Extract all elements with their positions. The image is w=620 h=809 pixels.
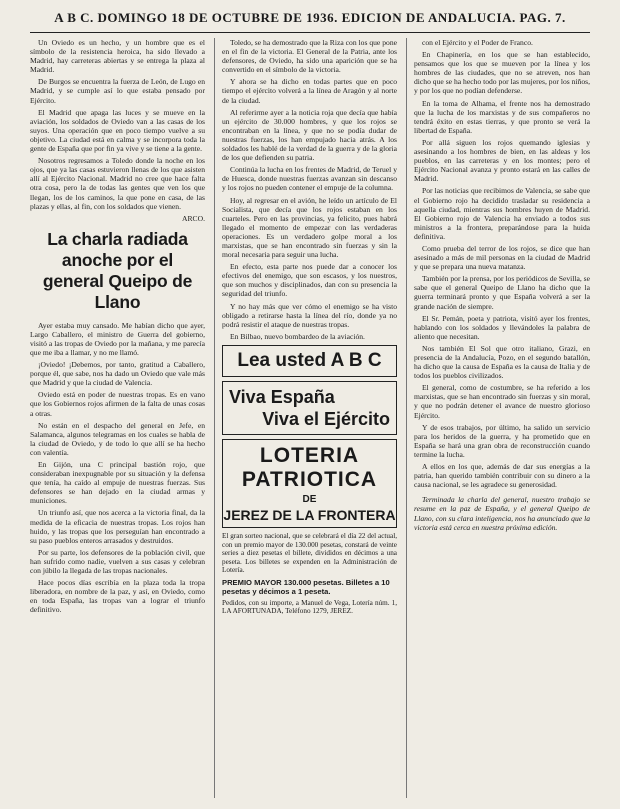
article-paragraph: Un Oviedo es un hecho, y un hombre que es el símbolo de la resistencia heroica, ha sido llevado a Madrid, hay carreteras abiertas y se entrega la plaza al Madrid. [30, 38, 205, 75]
article-paragraph: ¡Oviedo! ¡Debemos, por tanto, gratitud a Caballero, porque él, que sabe, nos ha dado un Oviedo que vale más que Madrid y que la ciudad de Valencia. [30, 360, 205, 388]
article-paragraph: De Burgos se encuentra la fuerza de León, de Lugo en Madrid, y se cumple así lo que estaba pensado por Ejército. [30, 77, 205, 105]
lottery-box [222, 439, 397, 528]
lottery-de: DE [302, 493, 317, 505]
article-paragraph: A ellos en los que, además de dar sus energías a la patria, han querido también contribuir con su dinero a la causa nacional, se les agradece su generosidad. [414, 462, 590, 490]
article-paragraph: Por allá siguen los rojos quemando iglesias y asesinando a los hombres de bien, en las aldeas y los pueblos, en las carreteras y en los montes; pero el Ejército Nacional avanza y pronto estará en las calles de Madrid. [414, 137, 590, 184]
article-paragraph: Ayer estaba muy cansado. Me habían dicho que ayer, Largo Caballero, el ministro de Guerra del gobierno, visitó a las tropas de Oviedo por la mañana, y me parecía que me iba a llamar, y no me llamó. [30, 320, 205, 357]
abc-advert-box [222, 345, 397, 377]
article-paragraph: Y de esos trabajos, por último, ha salido un servicio para los heridos de la guerra, y ha prometido que en España se hará una gran obra de reconstrucción cuando termine la lucha. [414, 422, 590, 459]
article-paragraph: con el Ejército y el Poder de Franco. [422, 38, 533, 47]
article-paragraph: El general, como de costumbre, se ha referido a los marxistas, que se han encontrado sin fuerzas y sin moral, y que no podrán detener el avance de nuestro glorioso Ejército. [414, 383, 590, 420]
article-paragraph: El Madrid que apaga las luces y se mueve en la aviación, los soldados de Oviedo van a las casas de los suyos. Una operación que en poco tiempo vuelve a su objetivo. La ciudad está en calma y se incorpora toda la gente de España que por fin ya vive y se tiene a la gente. [30, 107, 205, 154]
column-middle [222, 38, 397, 798]
article-signature: ARCO. [182, 213, 205, 223]
header-rule [30, 32, 590, 33]
article-paragraph: Por su parte, los defensores de la población civil, que han sufrido como nadie, vuelven a sus casas y celebran con júbilo la llegada de las tropas nacionales. [30, 547, 205, 576]
article-paragraph: En la toma de Alhama, el frente nos ha demostrado que la lucha de los marxistas y de sus compañeros no tendrá éxito en estas tierras, y que pronto se verá la libertad de España. [414, 98, 590, 135]
article-paragraph: El Sr. Pemán, poeta y patriota, visitó ayer los frentes, hablando con los soldados y llevándoles la palabra de aliento que necesitan. [414, 313, 590, 341]
page-header: A B C. DOMINGO 18 DE OCTUBRE DE 1936. EDICION DE ANDALUCIA. PAG. 7. [54, 10, 566, 25]
article-paragraph: En Gijón, una C principal bastión rojo, que consideraban inexpugnable por su situación y la defensa que tenía, ha caído al empuje de nuestras fuerzas. Sus defensores se han dejado en la ciudad armas y municiones. [30, 460, 205, 506]
lottery-text: El gran sorteo nacional, que se celebrará el día 22 del actual, con un premio mayor de 130.000 pesetas, constará de veinte series a diez pesetas el billete, divididos en décimos a una peseta. Los billetes se expenden en la Administración de Lotería. [222, 531, 397, 575]
article-paragraph: También por la prensa, por los periódicos de Sevilla, se sabe que el general Queipo de Llano ha dicho que la guerra terminará pronto y que España volverá a ser la grande nación de siempre. [414, 274, 590, 311]
lottery-city: JEREZ DE LA FRONTERA [223, 506, 396, 523]
lottery-prize: PREMIO MAYOR 130.000 pesetas. Billetes a 10 pesetas y décimos a 1 peseta. [222, 577, 390, 596]
article-paragraph: Oviedo está en poder de nuestras tropas. Es en vano que los Gobiernos rojos afirmen de la falta de unas cosas a otras. [30, 390, 205, 418]
article-paragraph: No están en el despacho del general en Jefe, en Salamanca, algunos telegramas en los cuales se habla de la ciudad de Oviedo, y de todo lo que allí se ha hecho con valentía. [30, 420, 205, 457]
article-headline: La charla radiada anoche por el general Queipo de Llano [42, 228, 193, 312]
column-left [30, 38, 205, 798]
column-right [414, 38, 590, 798]
lottery-orders: Pedidos, con su importe, a Manuel de Vega, Lotería núm. 1, LA AFORTUNADA, Teléfono 1279, JEREZ. [222, 598, 397, 616]
abc-advert-text: Lea usted A B C [237, 349, 382, 371]
lottery-title: LOTERIA PATRIOTICA [241, 443, 378, 491]
article-paragraph: Y ahora se ha dicho en todas partes que en poco tiempo el ejército volverá a la línea de Aragón y al norte de la ciudad. [222, 77, 397, 105]
article-paragraph: En Bilbao, nuevo bombardeo de la aviación. [230, 331, 365, 341]
article-paragraph: En efecto, esta parte nos puede dar a conocer los efectivos del enemigo, que son escasos, y los nuestros, que son muchos y disciplinados, dan con su presencia la seguridad del triunfo. [222, 262, 397, 299]
article-paragraph: Como prueba del terror de los rojos, se dice que han asesinado a más de mil personas en la ciudad de Madrid y que se prepara una nueva matanza. [414, 243, 590, 272]
article-paragraph: Toledo, se ha demostrado que la Riza con los que pone en el fin de la victoria. El General de la Patria, ante los defensores, de Oviedo, ha sido una aparición que se ha convertido en el símbolo de la victoria. [222, 38, 397, 75]
article-paragraph: En Chapinería, en los que se han establecido, pensamos que los que se mueven por la línea y los hombres de las ciudades, que no se atreven, nos han dicho que se ha hecho todo por las mujeres, por los niños, y por los que no podían defenderse. [414, 50, 590, 96]
article-paragraph: Hoy, al regresar en el avión, he leído un artículo de El Socialista, que decía que los rojos estaban en los cuarteles. Pero en las provincias, ya felicito, pues habrá llegado el momento de empezar con las verdaderas operaciones. Es un verdadero golpe moral a los marxistas, que se han encontrado sin fuerzas y sin la moral necesaria para seguir una lucha. [222, 195, 397, 260]
article-paragraph: Un triunfo así, que nos acerca a la victoria final, da la medida de la eficacia de nuestras tropas. Los rojos han huido, y las tropas que los perseguían han encontrado a su paso pueblos enteros arrasados y destruidos. [30, 508, 205, 545]
article-paragraph: Por las noticias que recibimos de Valencia, se sabe que el Gobierno rojo ha decidido trasladar su residencia a aquella ciudad, mientras sus hombres huyen de Madrid. El Gobierno rojo de Valencia ha enviado a todos sus ministros a la frontera, preparándose para la huida definitiva. [414, 186, 590, 241]
viva-espana-text: Viva España [229, 386, 335, 407]
viva-box [222, 381, 397, 435]
article-paragraph: Hace pocos días escribía en la plaza toda la tropa liberadora, en nombre de la paz, y así, en Oviedo, como en toda España, las tropas van a lograr el triunfo definitivo. [30, 578, 205, 615]
article-closing: Terminada la charla del general, nuestro trabajo se resume en la paz de España, y el general Queipo de Llano, con su clara inteligencia, nos ha anunciado que la victoria está cerca en nuestra próxima edición. [414, 495, 590, 532]
article-paragraph: Continúa la lucha en los frentes de Madrid, de Teruel y de Huesca, donde nuestras fuerzas avanzan sin descanso y los rojos no pueden contener el empuje de la columna. [222, 165, 397, 193]
article-paragraph: Nosotros regresamos a Toledo donde la noche en los ojos, que ya las casas estuvieron llenas de los que asisten allí al Ejército Nacional. Madrid no cree que hace falta otra cosa, pero la de todas las gentes que ven los que llegan, los de los caminos, la que pone en casa, de las plazas y ellas, al fin, con los soldados que vienen. [30, 156, 205, 211]
viva-ejercito-text: Viva el Ejército [262, 408, 390, 429]
column-divider [406, 38, 407, 798]
article-paragraph: Y no hay más que ver cómo el enemigo se ha visto obligado a retirarse hasta la línea del río, donde ya no podrá resistir el ataque de nuestras tropas. [222, 301, 397, 329]
column-divider [214, 38, 215, 798]
article-paragraph: Al referirme ayer a la noticia roja que decía que había un ejército de 30.000 hombres, y que los rojos se encontraban en la línea, y que no se podía dudar de nuestras fuerzas, los han empujado hacia atrás. A los soldados les hablé de la verdad de la guerra y de la gloria de los que defienden su patria. [222, 107, 397, 163]
article-paragraph: Nos también El Sol que otro italiano, Grazi, en presencia de la Andalucía, Pozo, en el segundo batallón, ha dicho que la causa de España es la causa de Italia y de todos los pueblos civilizados. [414, 343, 590, 381]
